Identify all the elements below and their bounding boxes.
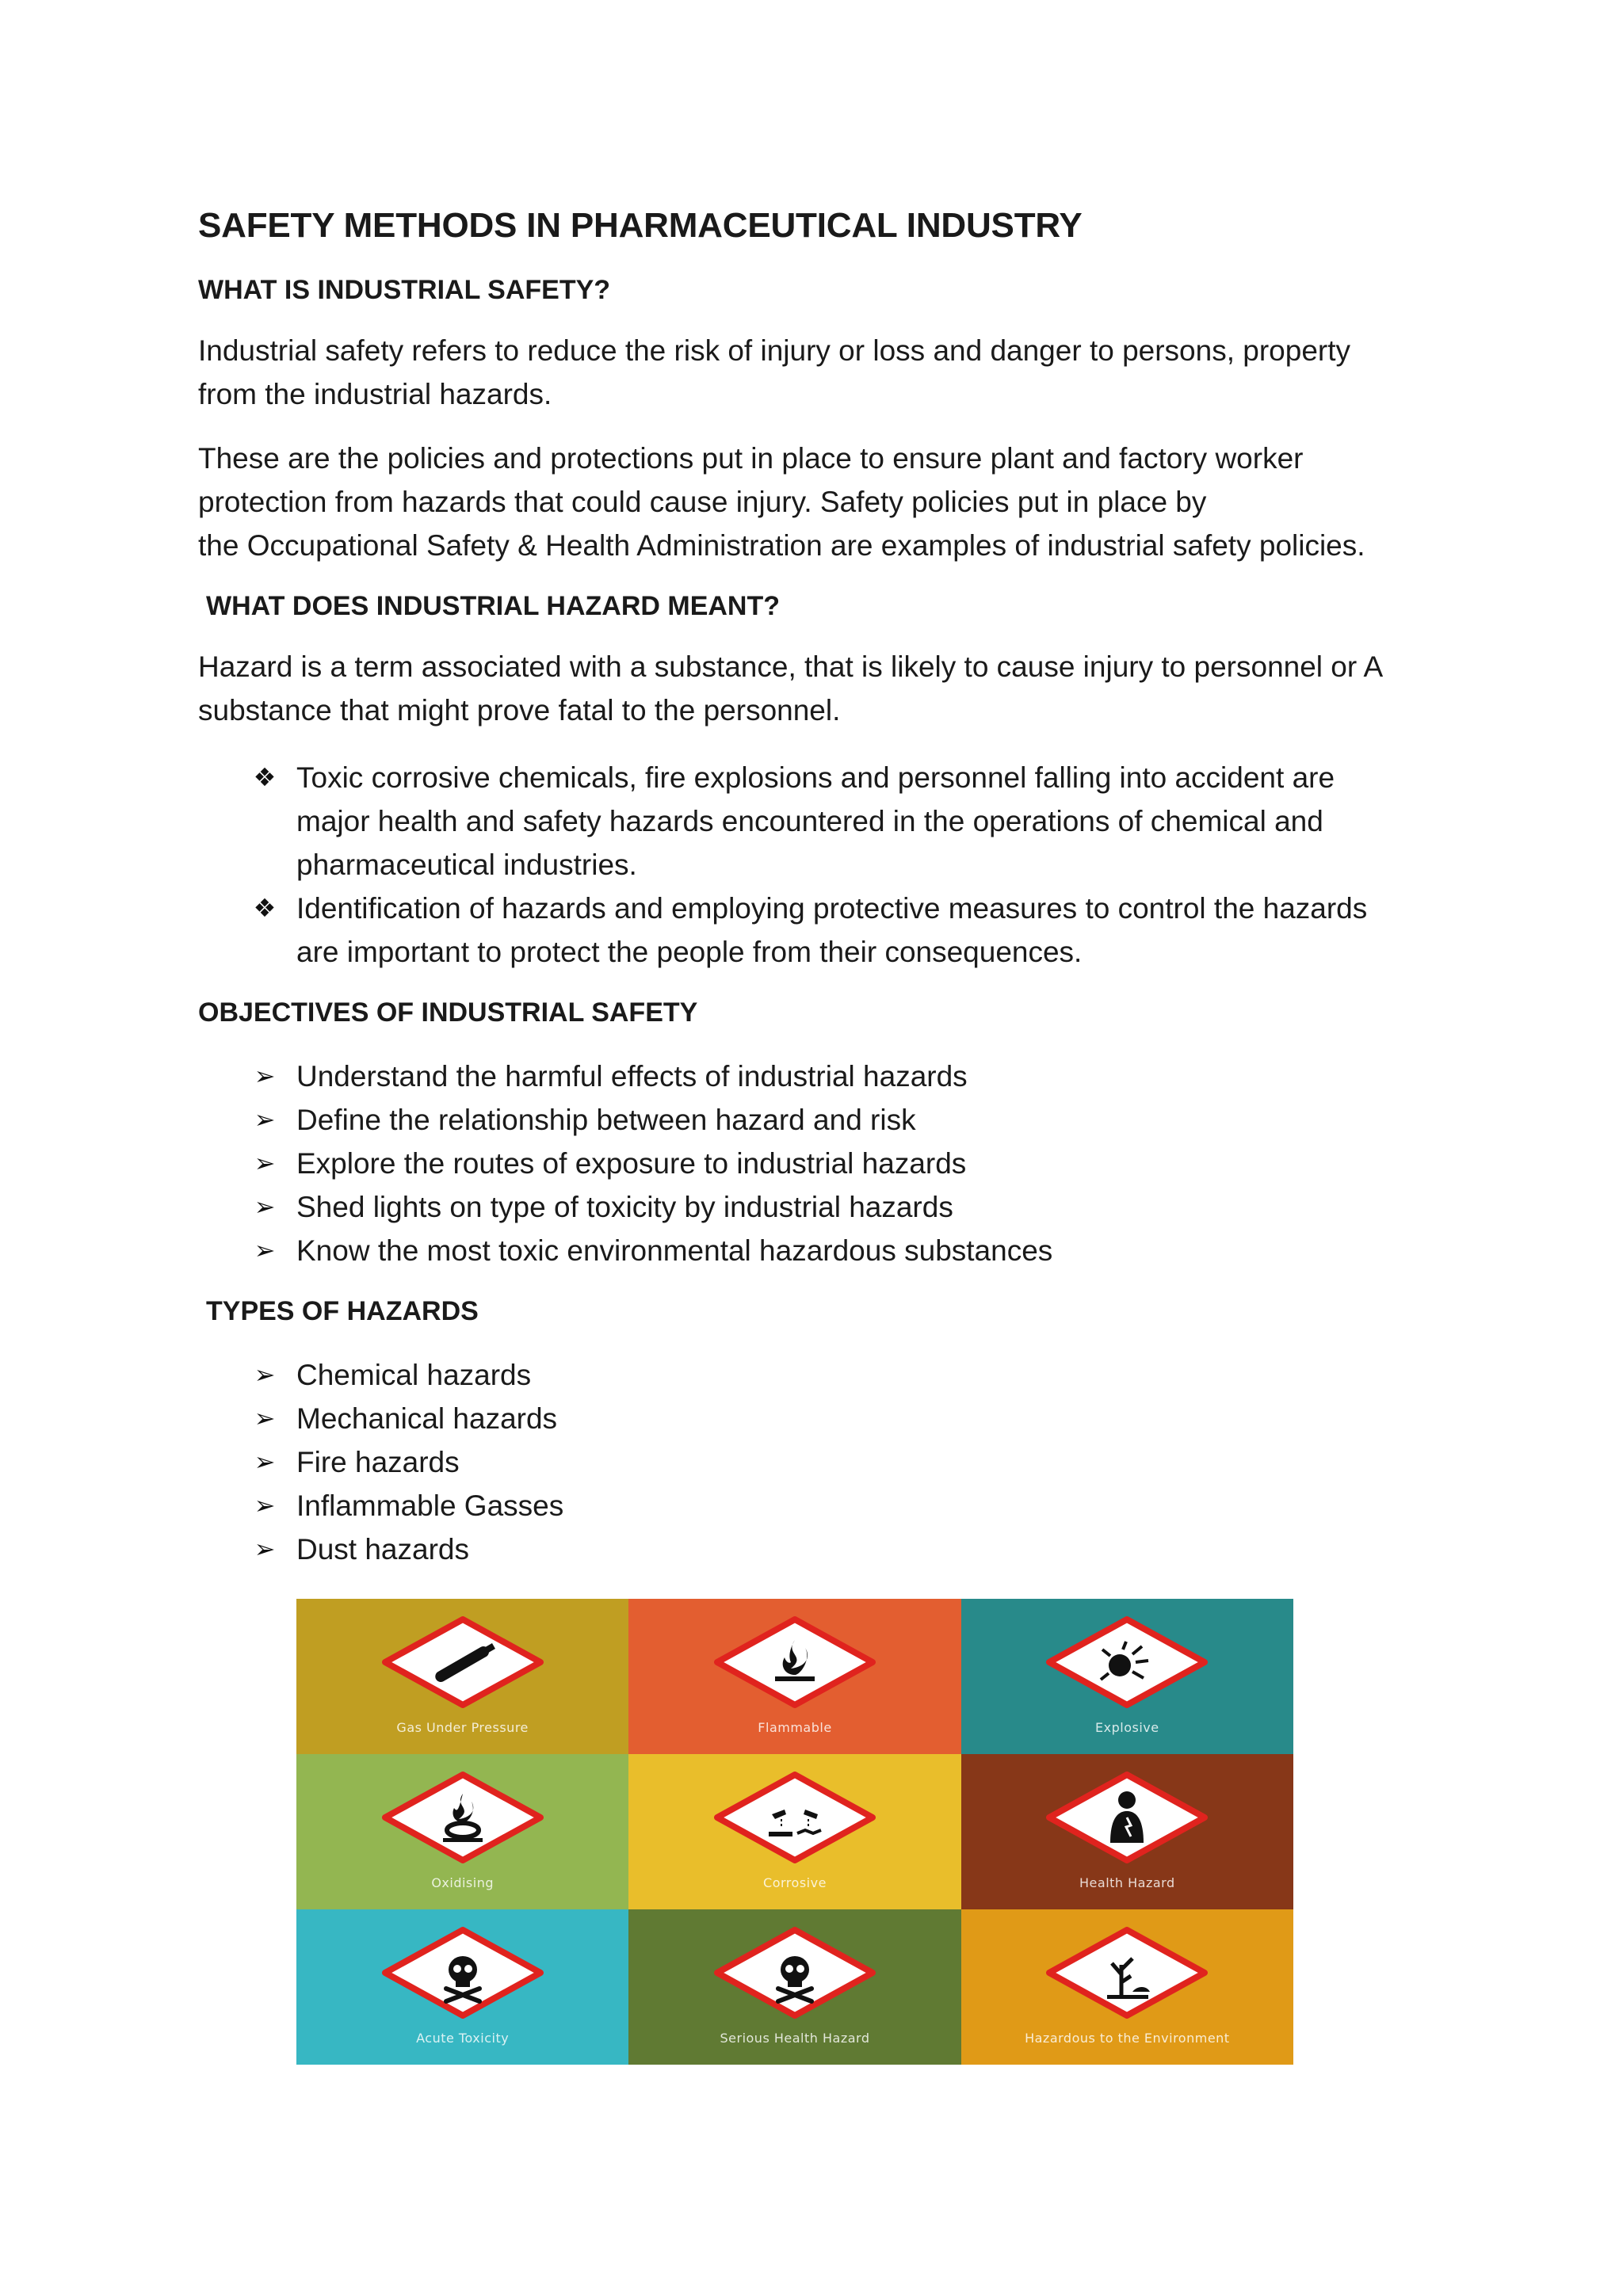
arrow-bullet-icon: ➢ [254, 1447, 276, 1476]
hazard-label: Corrosive [763, 1875, 827, 1890]
hazard-label: Health Hazard [1079, 1875, 1175, 1890]
hazard-label: Oxidising [431, 1875, 494, 1890]
skull-crossbones-icon [380, 1925, 546, 2020]
text-line: protection from hazards that could cause injury. Safety policies put in place by [198, 486, 1207, 518]
paragraph-hazard-definition [198, 645, 1434, 732]
list-item [198, 1397, 1434, 1440]
list-item-text: Inflammable Gasses [296, 1489, 564, 1522]
text-line: are important to protect the people from their consequences. [296, 936, 1083, 968]
hazard-tile-oxidising [296, 1754, 628, 1909]
list-item [198, 1527, 1434, 1571]
text-line: from the industrial hazards. [198, 378, 552, 410]
list-item-text: Mechanical hazards [296, 1402, 558, 1435]
text-line: substance that might prove fatal to the personnel. [198, 694, 841, 727]
heading-industrial-hazard: WHAT DOES INDUSTRIAL HAZARD MEANT? [206, 591, 781, 621]
text-line: major health and safety hazards encountered in the operations of chemical and [296, 805, 1323, 837]
list-item [198, 1098, 1434, 1142]
hazard-label: Explosive [1095, 1720, 1159, 1735]
text-line: the Occupational Safety & Health Administration are examples of industrial safety policies. [198, 529, 1365, 562]
heading-types-of-hazards: TYPES OF HAZARDS [206, 1296, 479, 1326]
arrow-bullet-icon: ➢ [254, 1491, 276, 1520]
list-item-text: Shed lights on type of toxicity by industrial hazards [296, 1191, 953, 1223]
paragraph-safety-policies [198, 437, 1434, 567]
text-line: pharmaceutical industries. [296, 849, 637, 881]
list-item-text: Dust hazards [296, 1533, 469, 1566]
hazard-label: Gas Under Pressure [396, 1720, 529, 1735]
hazard-label: Acute Toxicity [416, 2031, 510, 2046]
hazard-tile-environment [961, 1909, 1293, 2065]
list-item [198, 1229, 1434, 1272]
hazard-tile-explosive [961, 1599, 1293, 1754]
arrow-bullet-icon: ➢ [254, 1192, 276, 1221]
arrow-bullet-icon: ➢ [254, 1149, 276, 1177]
arrow-bullet-icon: ➢ [254, 1236, 276, 1264]
hazard-label: Flammable [758, 1720, 832, 1735]
arrow-bullet-icon: ➢ [254, 1105, 276, 1134]
hazard-tile-acute-toxicity [296, 1909, 628, 2065]
hazard-bullet-list [198, 756, 1434, 974]
arrow-bullet-icon: ➢ [254, 1360, 276, 1389]
list-item-text: Define the relationship between hazard and risk [296, 1104, 916, 1136]
heading-what-is-industrial-safety: WHAT IS INDUSTRIAL SAFETY? [198, 275, 611, 305]
document-body [198, 202, 1434, 1571]
document-title: SAFETY METHODS IN PHARMACEUTICAL INDUSTRY [198, 206, 1083, 245]
skull-crossbones-icon [712, 1925, 878, 2020]
text-line: Hazard is a term associated with a substance, that is likely to cause injury to personnel or A [198, 650, 1384, 683]
diamond-bullet-icon: ❖ [253, 894, 277, 922]
list-item [198, 1142, 1434, 1185]
text-line: Industrial safety refers to reduce the risk of injury or loss and danger to persons, property [198, 334, 1351, 367]
list-item-text: Fire hazards [296, 1446, 460, 1478]
list-item-text: Chemical hazards [296, 1359, 532, 1391]
list-item [198, 1055, 1434, 1098]
arrow-bullet-icon: ➢ [254, 1404, 276, 1432]
list-item-text: Know the most toxic environmental hazardous substances [296, 1234, 1053, 1267]
list-item-text: Explore the routes of exposure to industrial hazards [296, 1147, 967, 1180]
corrosion-icon [712, 1770, 878, 1865]
arrow-bullet-icon: ➢ [254, 1535, 276, 1563]
hazard-tile-gas-under-pressure [296, 1599, 628, 1754]
hazard-types-list [198, 1353, 1434, 1571]
hazard-label: Hazardous to the Environment [1025, 2031, 1230, 2046]
hazard-tile-serious-health-hazard [628, 1909, 960, 2065]
hazard-label: Serious Health Hazard [720, 2031, 870, 2046]
diamond-bullet-icon: ❖ [253, 763, 277, 791]
arrow-bullet-icon: ➢ [254, 1062, 276, 1090]
hazard-pictogram-grid [296, 1599, 1293, 2065]
list-item [198, 887, 1434, 974]
hazard-tile-flammable [628, 1599, 960, 1754]
text-line: Identification of hazards and employing protective measures to control the hazards [296, 892, 1368, 925]
list-item [198, 1185, 1434, 1229]
list-item-text: Understand the harmful effects of industrial hazards [296, 1060, 968, 1093]
text-line: Toxic corrosive chemicals, fire explosions and personnel falling into accident are [296, 761, 1335, 794]
hazard-tile-corrosive [628, 1754, 960, 1909]
objectives-list [198, 1055, 1434, 1272]
list-item [198, 1353, 1434, 1397]
list-item [198, 756, 1434, 887]
exploding-bomb-icon [1044, 1615, 1210, 1710]
heading-objectives: OBJECTIVES OF INDUSTRIAL SAFETY [198, 997, 698, 1028]
gas-cylinder-icon [380, 1615, 546, 1710]
flame-icon [712, 1615, 878, 1710]
list-item [198, 1484, 1434, 1527]
health-hazard-icon [1044, 1770, 1210, 1865]
text-line: These are the policies and protections put in place to ensure plant and factory worker [198, 442, 1304, 475]
environment-icon [1044, 1925, 1210, 2020]
paragraph-safety-definition [198, 329, 1434, 416]
list-item [198, 1440, 1434, 1484]
flame-over-circle-icon [380, 1770, 546, 1865]
hazard-tile-health-hazard [961, 1754, 1293, 1909]
